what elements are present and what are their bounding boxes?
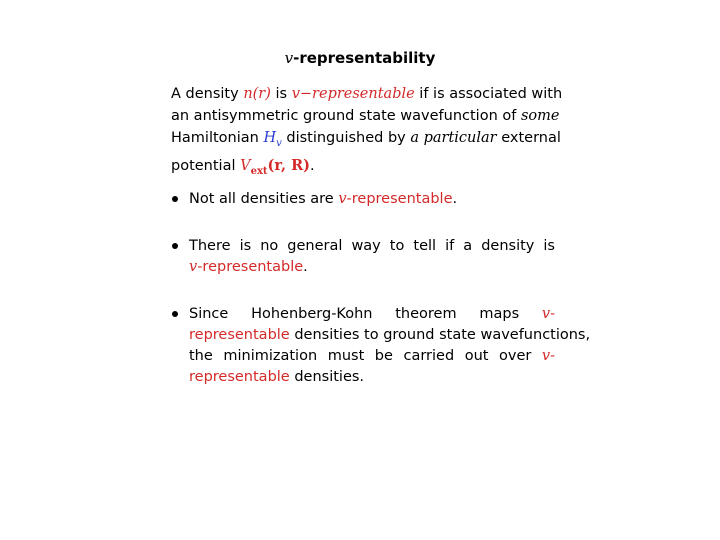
potential-subscript: ext	[250, 165, 268, 177]
bullet-text: Since Hohenberg-Kohn theorem maps	[189, 306, 542, 322]
definition-line-1	[171, 83, 563, 105]
definition-text: distinguished by	[281, 130, 411, 146]
definition-line-2	[171, 105, 560, 127]
representable-term: -representable	[197, 259, 304, 275]
definition-text: potential	[171, 157, 241, 174]
bullet-line	[189, 367, 555, 388]
bullet-text: Not all densities are	[189, 191, 339, 207]
v-symbol: v	[189, 259, 198, 275]
definition-text: A density	[171, 86, 244, 102]
bullet-item-1	[171, 189, 555, 210]
v-symbol: v	[338, 191, 347, 207]
some-emphasis: some	[520, 108, 560, 124]
definition-text: if is associated with	[414, 86, 563, 102]
bullet-line	[189, 304, 555, 325]
representable-term: representable	[189, 369, 290, 385]
definition-text: is	[270, 86, 292, 102]
hamiltonian-letter: H	[263, 130, 277, 146]
representable-term: representable	[189, 327, 290, 343]
bullet-text: .	[452, 191, 458, 207]
definition-text: Hamiltonian	[171, 130, 264, 146]
potential-arguments: (r, R)	[267, 156, 310, 174]
definition-paragraph	[171, 83, 563, 183]
bullet-line	[189, 325, 591, 346]
bullet-text: densities to ground state wavefunctions,	[289, 327, 591, 343]
external-potential-symbol	[240, 156, 310, 177]
hamiltonian-subscript: v	[276, 137, 282, 149]
bullet-item-2	[171, 236, 555, 278]
bullet-dot-icon	[172, 311, 178, 317]
definition-text: an antisymmetric ground state wavefunction of	[171, 108, 521, 124]
bullet-item-3	[171, 304, 591, 388]
definition-text: external	[496, 130, 561, 146]
v-symbol: v-	[541, 348, 555, 364]
v-symbol: v-	[541, 306, 555, 322]
title-symbol: v	[284, 49, 294, 67]
bullet-dot-icon	[172, 196, 178, 202]
bullet-line	[189, 346, 555, 367]
particular-emphasis: a particular	[410, 130, 497, 146]
page-title	[0, 49, 720, 67]
title-text: -representability	[293, 49, 436, 67]
bullet-dot-icon	[172, 243, 178, 249]
v-representable-term: v−representable	[291, 86, 415, 102]
representable-term: -representable	[346, 191, 453, 207]
hamiltonian-symbol	[263, 130, 282, 149]
bullet-text: the minimization must be carried out over	[189, 348, 542, 364]
definition-line-4	[171, 155, 537, 183]
bullet-text: .	[303, 259, 308, 275]
definition-line-3	[171, 127, 561, 155]
bullet-line	[189, 257, 555, 278]
density-symbol: n(r)	[243, 86, 271, 102]
definition-text: .	[310, 157, 315, 174]
bullet-line	[189, 189, 555, 210]
bullet-line: There is no general way to tell if a density is	[189, 238, 555, 254]
potential-letter: V	[240, 157, 251, 174]
bullet-text: densities.	[289, 369, 365, 385]
